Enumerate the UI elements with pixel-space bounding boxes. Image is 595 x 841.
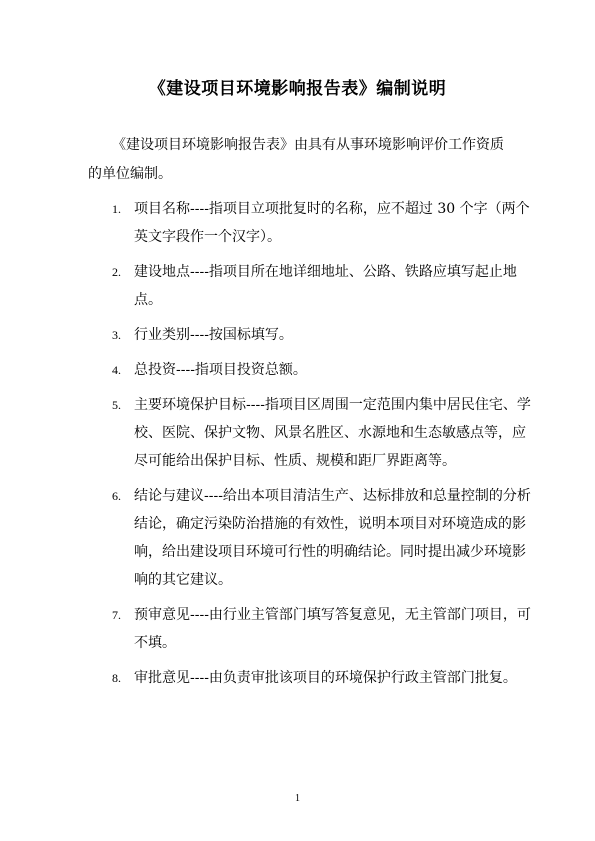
item-number: 5. [112,398,121,412]
item-text: 行业类别----按国标填写。 [134,327,293,343]
item-text: 主要环境保护目标----指项目区周围一定范围内集中居民住宅、学校、医院、保护文物、风景名胜区、水源地和生态敏感点等，应尽可能给出保护目标、性质、规模和距厂界距离等。 [134,397,531,469]
instruction-list [112,195,532,699]
page-number: 1 [295,793,300,804]
intro-line-2: 的单位编制。 [88,166,172,182]
list-item [112,482,532,594]
item-text: 项目名称----指项目立项批复时的名称，应不超过 30 个字（两个英文字段作一个汉字）。 [134,201,530,245]
list-item [112,321,532,349]
list-item [112,664,532,692]
item-text: 建设地点----指项目所在地详细地址、公路、铁路应填写起止地点。 [134,264,517,308]
intro-paragraph [88,131,530,189]
item-text: 预审意见----由行业主管部门填写答复意见，无主管部门项目，可不填。 [134,607,531,651]
item-number: 8. [112,671,121,685]
list-item [112,391,532,475]
item-text: 审批意见----由负责审批该项目的环境保护行政主管部门批复。 [134,670,517,686]
item-number: 6. [112,489,121,503]
item-text: 总投资----指项目投资总额。 [134,362,307,378]
page-title: 《建设项目环境影响报告表》编制说明 [148,79,447,99]
item-number: 4. [112,363,121,377]
item-number: 3. [112,328,121,342]
list-item [112,195,532,251]
item-number: 2. [112,265,121,279]
list-item [112,258,532,314]
item-number: 7. [112,608,121,622]
list-item [112,356,532,384]
intro-line-1: 《建设项目环境影响报告表》由具有从事环境影响评价工作资质 [112,137,504,153]
item-number: 1. [112,202,121,216]
list-item [112,601,532,657]
item-text: 结论与建议----给出本项目清洁生产、达标排放和总量控制的分析结论，确定污染防治措施的有效性，说明本项目对环境造成的影响，给出建设项目环境可行性的明确结论。同时提出减少环境影响的其它建议。 [134,488,531,588]
